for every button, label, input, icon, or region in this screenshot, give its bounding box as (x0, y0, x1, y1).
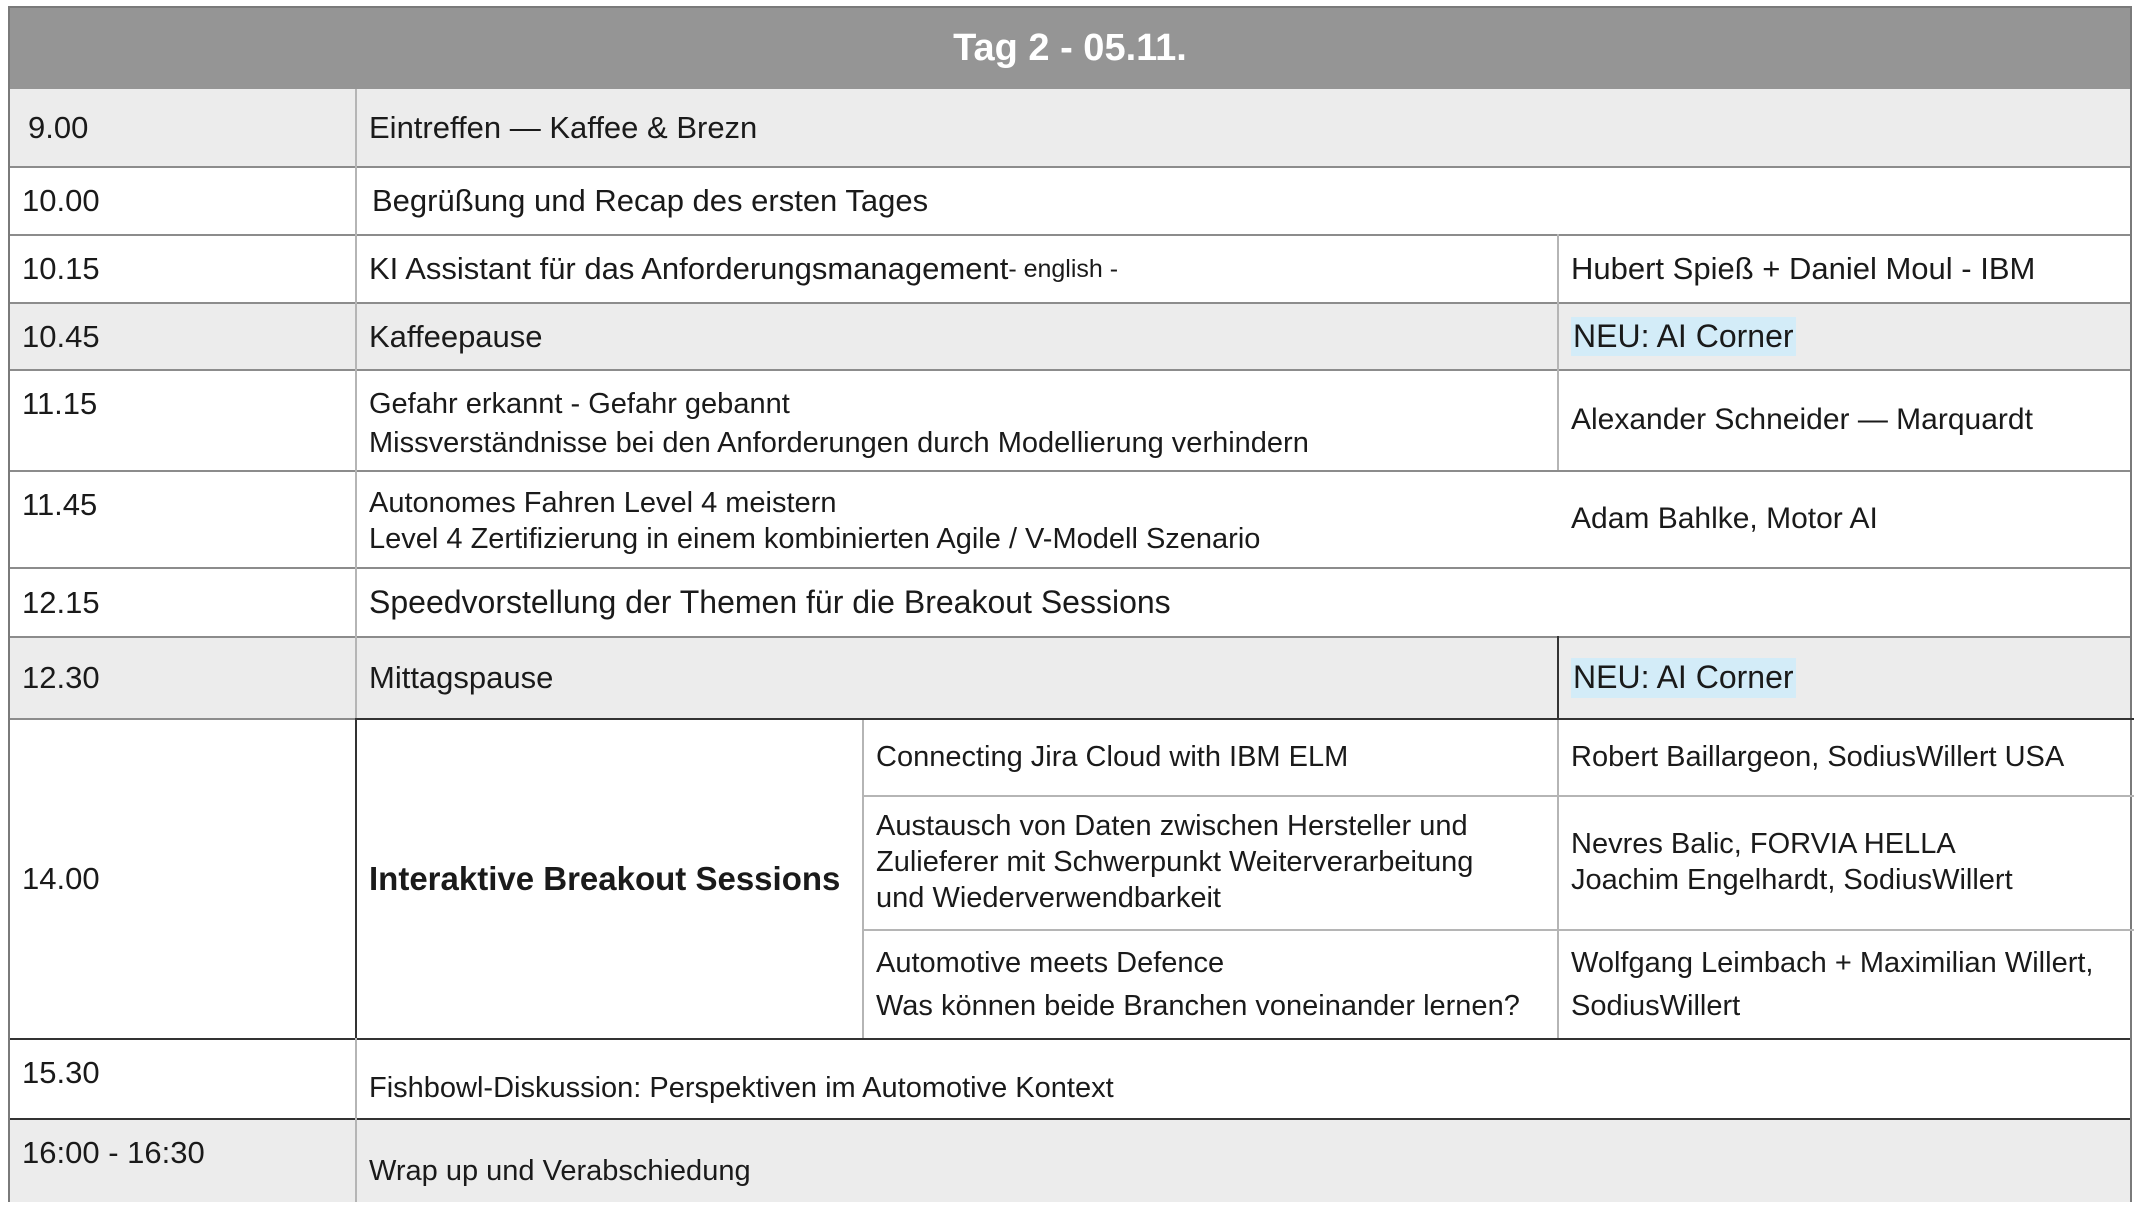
breakout-title: Interaktive Breakout Sessions (369, 859, 841, 897)
time-cell: 12.15 (22, 584, 100, 620)
ai-corner-cell (1559, 638, 2134, 718)
agenda-table (8, 6, 2132, 1202)
ai-corner-cell (1559, 304, 2134, 369)
time-cell: 11.45 (22, 487, 98, 522)
breakout-topic-line1: Automotive meets Defence (876, 947, 1225, 980)
time-cell: 10.15 (22, 251, 100, 287)
breakout-speaker-cell (1559, 797, 2134, 929)
breakout-topic-line1: Austausch von Daten zwischen Hersteller und (876, 810, 1468, 843)
session-title-line2: Missverständnisse bei den Anforderungen durch Modellierung verhindern (369, 427, 1309, 460)
breakout-topic: Connecting Jira Cloud with IBM ELM (876, 740, 1349, 773)
time-cell: 11.15 (22, 386, 98, 421)
time-cell: 15.30 (22, 1055, 100, 1090)
speaker: Adam Bahlke, Motor AI (1571, 502, 1878, 536)
breakout-speaker-cell (1559, 931, 2134, 1038)
ai-corner-badge: NEU: AI Corner (1571, 317, 1796, 356)
time-cell: 16:00 - 16:30 (22, 1135, 205, 1170)
speaker: Hubert Spieß + Daniel Moul - IBM (1571, 251, 2036, 287)
breakout-topic-cell (864, 931, 1557, 1038)
session-title-cell (357, 371, 1557, 470)
breakout-topic-cell (864, 797, 1557, 929)
language-note: - english - (1008, 254, 1119, 283)
breakout-speaker-line1: Wolfgang Leimbach + Maximilian Willert, (1571, 947, 2094, 980)
time-cell: 10.00 (22, 183, 100, 219)
session-title: KI Assistant für das Anforderungsmanagement (369, 251, 1009, 287)
time-cell: 12.30 (22, 660, 100, 696)
session-title-line1: Autonomes Fahren Level 4 meistern (369, 487, 837, 519)
session-title-line1: Gefahr erkannt - Gefahr gebannt (369, 388, 790, 420)
breakout-speaker-line2: SodiusWillert (1571, 989, 1741, 1022)
breakout-speaker: Robert Baillargeon, SodiusWillert USA (1571, 740, 2065, 773)
time-cell: 9.00 (28, 109, 89, 145)
session-title-cell (357, 236, 1557, 302)
session-title-cell (357, 472, 1557, 567)
day-header: Tag 2 - 05.11. (10, 8, 2130, 89)
session-title: Kaffeepause (369, 318, 543, 354)
time-cell: 14.00 (22, 861, 100, 897)
session-title: Wrap up und Verabschiedung (369, 1155, 751, 1188)
session-title: Eintreffen — Kaffee & Brezn (369, 109, 758, 145)
ai-corner-badge: NEU: AI Corner (1571, 658, 1796, 697)
breakout-speaker-line1: Nevres Balic, FORVIA HELLA (1571, 828, 1956, 861)
session-title: Fishbowl-Diskussion: Perspektiven im Automotive Kontext (369, 1072, 1114, 1105)
session-title: Mittagspause (369, 660, 554, 696)
session-title: Speedvorstellung der Themen für die Breakout Sessions (369, 583, 1171, 620)
session-title-line2: Level 4 Zertifizierung in einem kombinierten Agile / V-Modell Szenario (369, 523, 1261, 556)
breakout-topic-line2: Was können beide Branchen voneinander lernen? (876, 989, 1520, 1022)
breakout-topic-line3: und Wiederverwendbarkeit (876, 881, 1221, 914)
speaker: Alexander Schneider — Marquardt (1571, 403, 2033, 437)
time-cell: 10.45 (22, 318, 100, 354)
session-title: Begrüßung und Recap des ersten Tages (372, 183, 929, 219)
breakout-topic-line2: Zulieferer mit Schwerpunkt Weiterverarbeitung (876, 846, 1474, 879)
breakout-speaker-line2: Joachim Engelhardt, SodiusWillert (1571, 864, 2013, 896)
